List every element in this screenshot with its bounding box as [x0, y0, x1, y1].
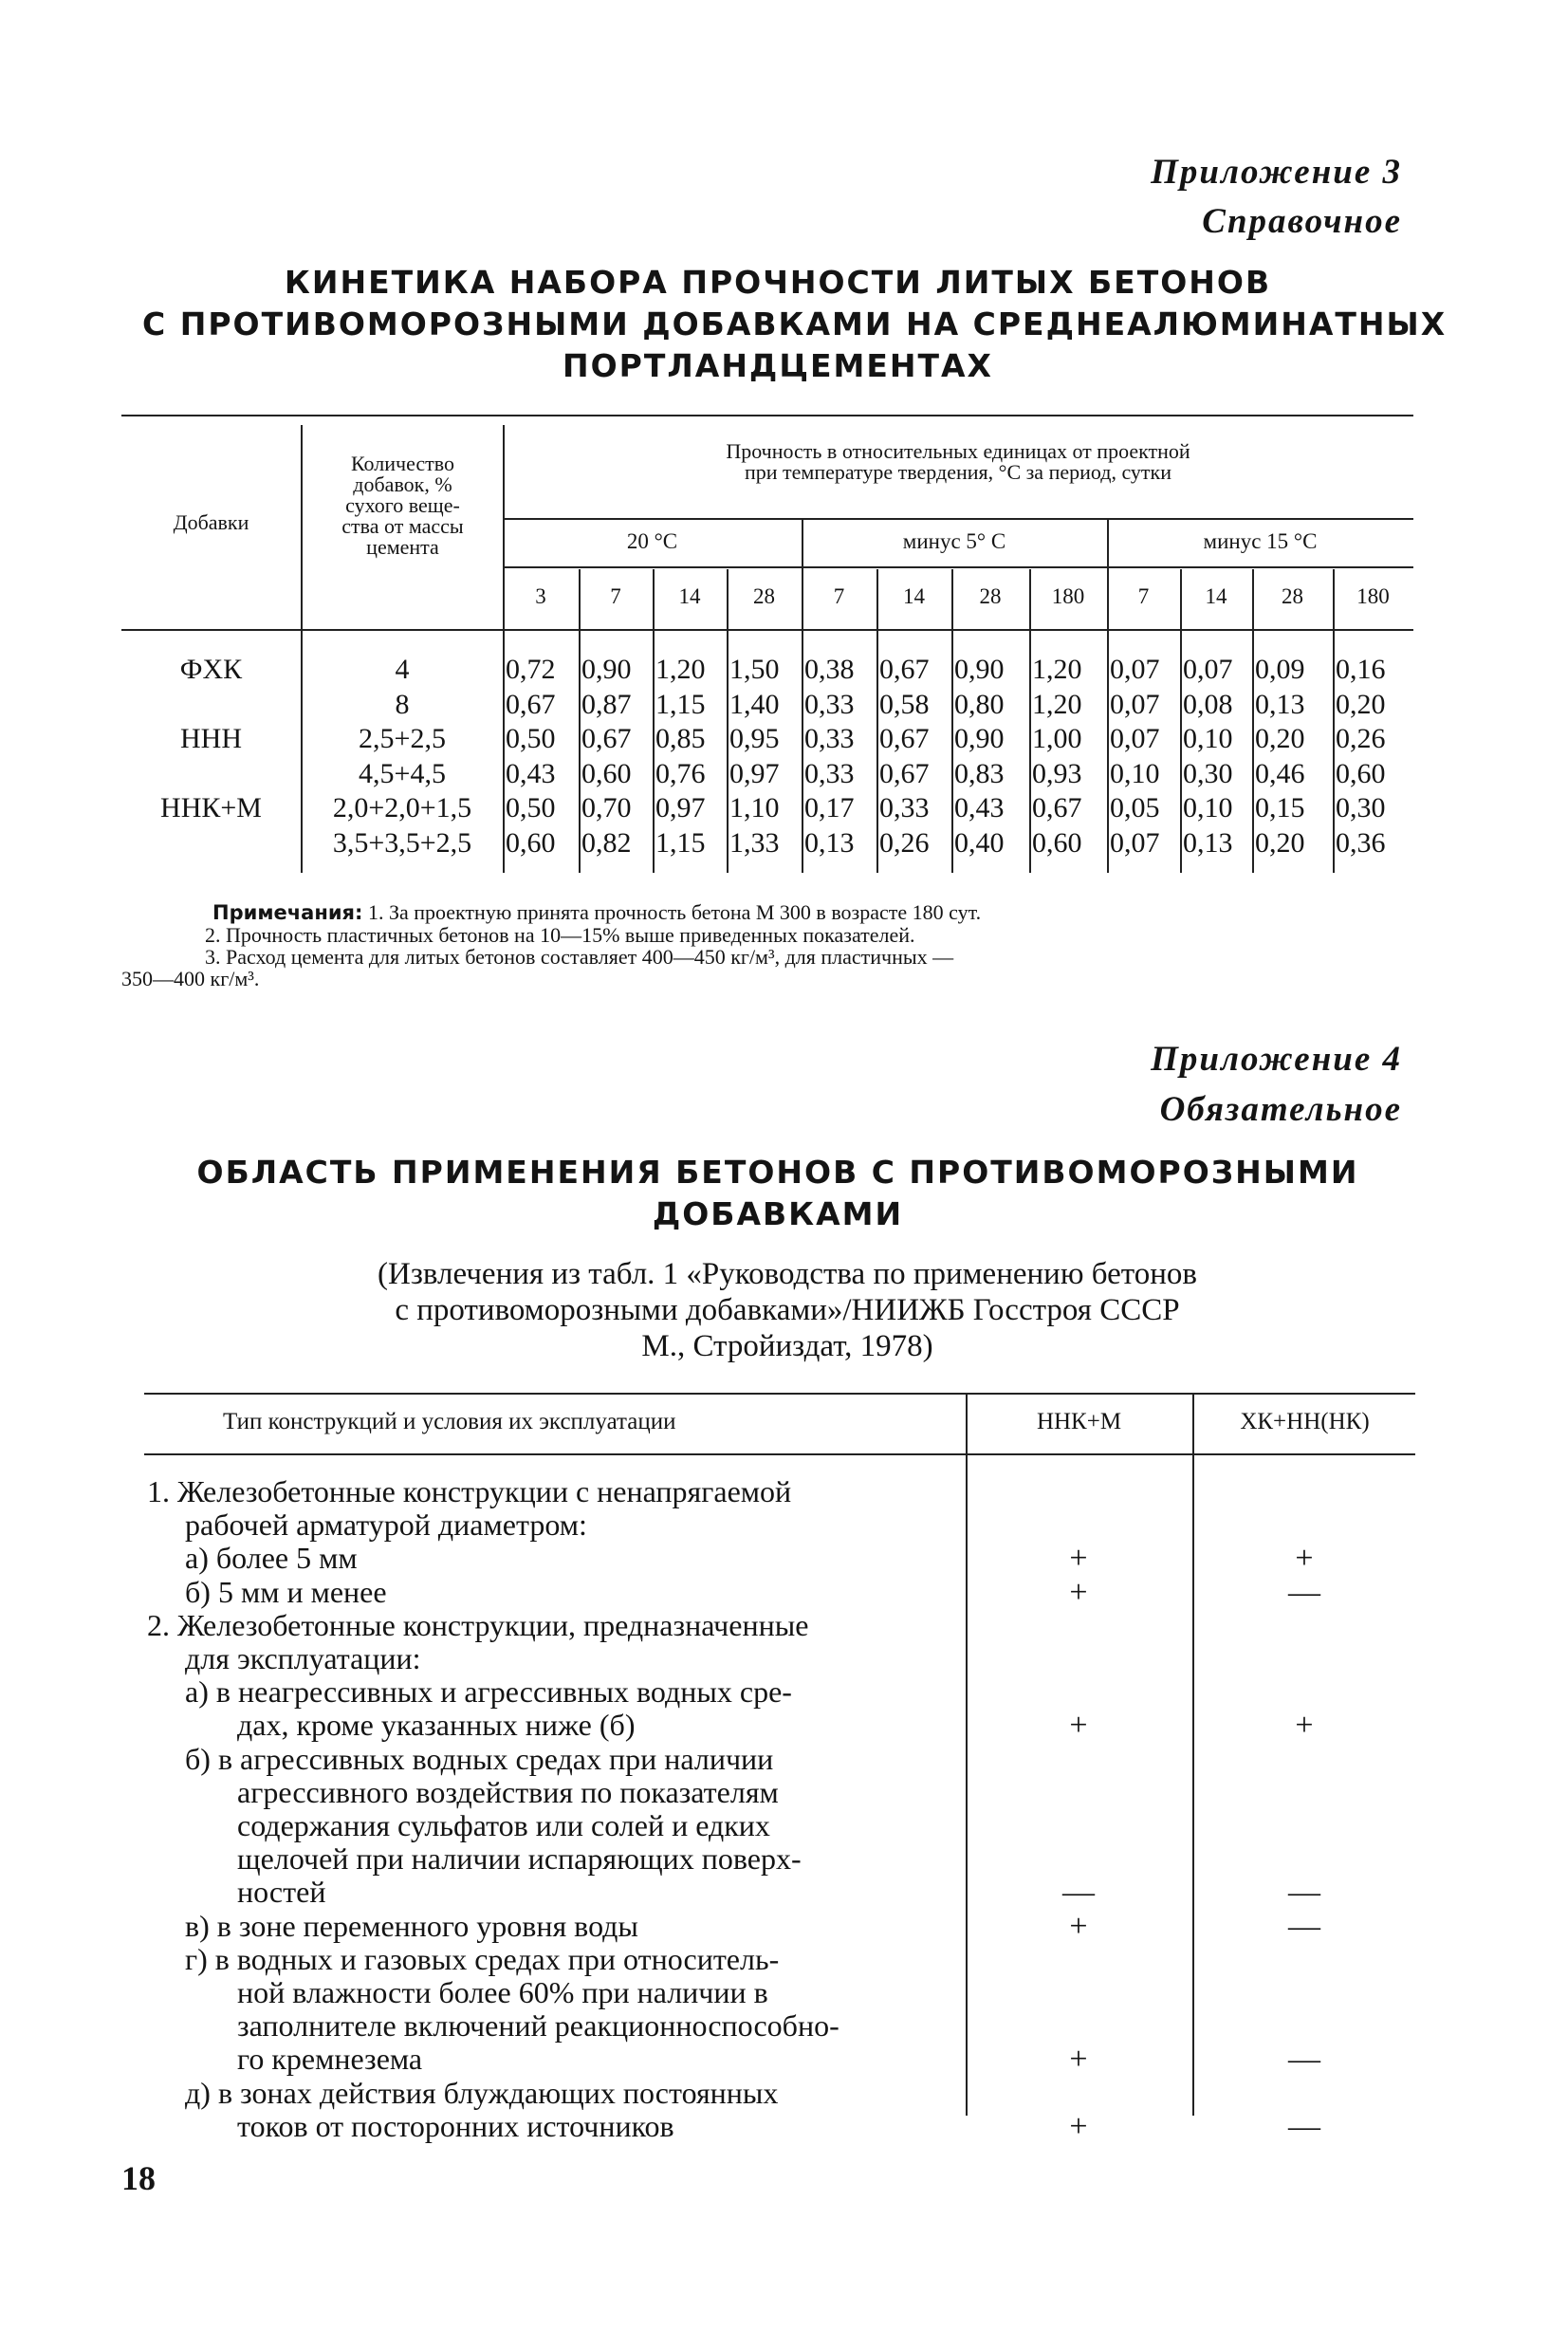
- value-cell: 0,33: [804, 688, 855, 720]
- column-header-hk-nn: ХК+НН(НК): [1240, 1409, 1370, 1434]
- value-cell: 0,09: [1255, 654, 1305, 685]
- description-line: токов от посторонних источников: [237, 2108, 674, 2143]
- table-divider: [503, 425, 505, 873]
- title-line: КИНЕТИКА НАБОРА ПРОЧНОСТИ ЛИТЫХ БЕТОНОВ: [284, 264, 1272, 301]
- column-header-amount: Количество добавок, % сухого веще- ства от массы цемента: [341, 452, 464, 559]
- value-cell: 0,67: [879, 757, 930, 789]
- day-header: 28: [1282, 584, 1303, 608]
- column-header-nnk-m: ННК+М: [1036, 1409, 1122, 1434]
- title-line: С ПРОТИВОМОРОЗНЫМИ ДОБАВКАМИ НА СРЕДНЕАЛЮМИНАТНЫХ: [142, 305, 1448, 342]
- notes-heading: Примечания:: [212, 901, 363, 924]
- value-cell: 0,10: [1183, 792, 1233, 823]
- value-cell: 1,15: [655, 826, 706, 859]
- hk-nn-mark: —: [1288, 1574, 1320, 1610]
- value-cell: 0,50: [506, 723, 556, 754]
- temp-header: минус 5° С: [902, 529, 1006, 553]
- value-cell: 0,67: [506, 688, 556, 720]
- value-cell: 0,26: [879, 826, 930, 859]
- value-cell: 0,07: [1110, 723, 1160, 754]
- value-cell: 0,90: [954, 654, 1005, 685]
- title-line: ОБЛАСТЬ ПРИМЕНЕНИЯ БЕТОНОВ С ПРОТИВОМОРОЗНЫМИ: [196, 1154, 1359, 1191]
- value-cell: 0,13: [1255, 688, 1305, 720]
- description-line: агрессивного воздействия по показателям: [237, 1774, 779, 1809]
- description-line: содержания сульфатов или солей и едких: [237, 1808, 770, 1842]
- value-cell: 0,05: [1110, 792, 1160, 823]
- column-header-strength: Прочность в относительных единицах от проектной при температуре твердения, °С за период, сутки: [726, 439, 1190, 484]
- column-header-additive: Добавки: [173, 510, 249, 534]
- value-cell: 0,07: [1183, 654, 1233, 685]
- value-cell: 0,95: [729, 723, 780, 754]
- amount-cell: 3,5+3,5+2,5: [332, 826, 472, 859]
- description-line: г) в водных и газовых средах при относитель-: [185, 1941, 780, 1976]
- value-cell: 1,33: [729, 826, 780, 859]
- table-notes: [121, 901, 1411, 990]
- description-line: 1. Железобетонные конструкции с ненапрягаемой: [147, 1474, 792, 1508]
- value-cell: 1,20: [1032, 688, 1082, 720]
- table-divider: [1333, 569, 1335, 873]
- additive-cell: [121, 688, 301, 722]
- nnk-m-mark: +: [1069, 2042, 1088, 2078]
- description-line: а) более 5 мм: [185, 1541, 358, 1576]
- value-cell: 0,36: [1336, 826, 1386, 859]
- table-rule: [503, 566, 1413, 568]
- value-cell: 0,67: [1032, 792, 1082, 823]
- nnk-m-mark: —: [1062, 1875, 1095, 1911]
- value-cell: 0,16: [1336, 654, 1386, 685]
- table-divider: [802, 520, 803, 873]
- value-cell: 0,80: [954, 688, 1005, 720]
- description-line: го кремнезема: [237, 2042, 423, 2077]
- value-cell: 0,07: [1110, 688, 1160, 720]
- day-header: 180: [1051, 584, 1085, 608]
- additive-cell: [121, 826, 301, 860]
- value-cell: 0,67: [879, 723, 930, 754]
- value-cell: 0,33: [804, 723, 855, 754]
- table-divider: [1252, 569, 1254, 873]
- value-cell: 0,87: [581, 688, 632, 720]
- value-cell: 0,83: [954, 757, 1005, 789]
- appendix-3-title: [142, 262, 1448, 387]
- day-header: 28: [979, 584, 1002, 608]
- column-header-type: Тип конструкций и условия их эксплуатации: [223, 1409, 676, 1434]
- amount-cell: 4: [395, 654, 410, 685]
- hk-nn-mark: —: [1288, 1875, 1320, 1911]
- table-divider: [1107, 520, 1109, 873]
- table-rule: [121, 415, 1413, 416]
- table-rule: [503, 518, 1413, 520]
- nnk-m-mark: +: [1069, 1574, 1088, 1610]
- description-line: в) в зоне переменного уровня воды: [185, 1908, 638, 1943]
- table-divider: [727, 569, 729, 873]
- day-header: 14: [1205, 584, 1227, 608]
- value-cell: 1,40: [729, 688, 780, 720]
- description-line: для эксплуатации:: [185, 1641, 421, 1675]
- amount-cell: 8: [395, 688, 410, 720]
- note-line: 1. За проектную принята прочность бетона М 300 в возрасте 180 сут.: [367, 900, 982, 924]
- value-cell: 0,50: [506, 792, 556, 823]
- value-cell: 0,20: [1336, 688, 1386, 720]
- temp-header: минус 15 °С: [1203, 529, 1318, 553]
- day-header: 180: [1356, 584, 1390, 608]
- nnk-m-mark: +: [1069, 2108, 1088, 2144]
- value-cell: 0,60: [1032, 826, 1082, 859]
- nnk-m-mark: +: [1069, 1541, 1088, 1577]
- additive-cell: [121, 757, 301, 791]
- amount-cell: 4,5+4,5: [359, 757, 446, 789]
- value-cell: 0,90: [954, 723, 1005, 754]
- description-line: рабочей арматурой диаметром:: [185, 1507, 587, 1543]
- value-cell: 0,43: [954, 792, 1005, 823]
- value-cell: 0,60: [1336, 757, 1386, 789]
- value-cell: 0,38: [804, 654, 855, 685]
- hk-nn-mark: —: [1288, 2108, 1320, 2144]
- value-cell: 1,00: [1032, 723, 1082, 754]
- appendix-4-label: Приложение 4: [1151, 1040, 1402, 1079]
- temp-header: 20 °С: [626, 529, 678, 553]
- value-cell: 0,60: [581, 757, 632, 789]
- value-cell: 0,93: [1032, 757, 1082, 789]
- value-cell: 0,20: [1255, 723, 1305, 754]
- value-cell: 0,15: [1255, 792, 1305, 823]
- value-cell: 0,43: [506, 757, 556, 789]
- additive-cell: ННК+М: [160, 792, 262, 823]
- day-header: 7: [1137, 584, 1150, 608]
- description-line: дах, кроме указанных ниже (б): [237, 1708, 636, 1743]
- description-line: б) в агрессивных водных средах при наличии: [185, 1741, 774, 1776]
- page-number: 18: [121, 2159, 156, 2197]
- value-cell: 0,70: [581, 792, 632, 823]
- table-rule: [144, 1453, 1415, 1455]
- nnk-m-mark: +: [1069, 1908, 1088, 1944]
- value-cell: 0,10: [1183, 723, 1233, 754]
- value-cell: 0,76: [655, 757, 706, 789]
- value-cell: 0,30: [1183, 757, 1233, 789]
- day-header: 28: [753, 584, 775, 608]
- appendix-4-title: [142, 1152, 1413, 1235]
- value-cell: 0,67: [879, 654, 930, 685]
- description-line: ной влажности более 60% при наличии в: [237, 1975, 768, 2009]
- description-line: щелочей при наличии испаряющих поверх-: [237, 1841, 802, 1877]
- appendix-4-kind: Обязательное: [1159, 1090, 1402, 1129]
- value-cell: 0,30: [1336, 792, 1386, 823]
- day-header: 7: [610, 584, 621, 608]
- table-divider: [653, 569, 655, 873]
- value-cell: 0,82: [581, 826, 632, 859]
- value-cell: 0,46: [1255, 757, 1305, 789]
- value-cell: 0,07: [1110, 654, 1160, 685]
- table-divider: [951, 569, 953, 873]
- hk-nn-mark: +: [1295, 1708, 1314, 1744]
- title-line: ДОБАВКАМИ: [652, 1195, 904, 1232]
- value-cell: 0,97: [729, 757, 780, 789]
- value-cell: 0,67: [581, 723, 632, 754]
- source-reference: (Извлечения из табл. 1 «Руководства по применению бетонов с противоморозными добавками»/НИИЖБ Госстроя СССР М., Стройиздат, 1978): [378, 1257, 1197, 1363]
- value-cell: 0,72: [506, 654, 556, 685]
- table-divider: [1192, 1395, 1194, 2116]
- appendix-3-kind: Справочное: [1202, 202, 1402, 241]
- value-cell: 0,07: [1110, 826, 1160, 859]
- table-rule: [144, 1393, 1415, 1395]
- nnk-m-mark: +: [1069, 1708, 1088, 1744]
- value-cell: 0,08: [1183, 688, 1233, 720]
- value-cell: 1,15: [655, 688, 706, 720]
- description-line: д) в зонах действия блуждающих постоянных: [185, 2075, 779, 2110]
- value-cell: 0,13: [1183, 826, 1233, 859]
- value-cell: 0,33: [879, 792, 930, 823]
- value-cell: 1,50: [729, 654, 780, 685]
- value-cell: 0,20: [1255, 826, 1305, 859]
- description-line: ностей: [237, 1875, 326, 1910]
- description-line: заполнителе включений реакционноспособно-: [237, 2008, 839, 2044]
- note-line: 350—400 кг/м³.: [121, 967, 260, 990]
- value-cell: 0,60: [506, 826, 556, 859]
- description-line: а) в неагрессивных и агрессивных водных сре-: [185, 1674, 792, 1710]
- day-header: 7: [833, 584, 845, 608]
- value-cell: 0,10: [1110, 757, 1160, 789]
- hk-nn-mark: +: [1295, 1541, 1314, 1577]
- value-cell: 0,58: [879, 688, 930, 720]
- day-header: 14: [678, 584, 701, 608]
- table-divider: [1029, 569, 1031, 873]
- value-cell: 0,13: [804, 826, 855, 859]
- appendix-3-label: Приложение 3: [1151, 153, 1402, 192]
- value-cell: 0,85: [655, 723, 706, 754]
- value-cell: 1,10: [729, 792, 780, 823]
- additive-cell: ФХК: [179, 654, 243, 685]
- table-divider: [579, 569, 581, 873]
- title-line: ПОРТЛАНДЦЕМЕНТАХ: [563, 347, 993, 384]
- value-cell: 1,20: [1032, 654, 1082, 685]
- value-cell: 0,26: [1336, 723, 1386, 754]
- amount-cell: 2,5+2,5: [359, 723, 446, 754]
- value-cell: 1,20: [655, 654, 706, 685]
- note-line: 3. Расход цемента для литых бетонов составляет 400—450 кг/м³, для пластичных —: [205, 945, 954, 969]
- description-line: б) 5 мм и менее: [185, 1574, 387, 1609]
- amount-cell: 2,0+2,0+1,5: [332, 792, 472, 823]
- day-header: 3: [535, 584, 546, 608]
- table-divider: [876, 569, 878, 873]
- table-rule: [121, 629, 1413, 631]
- table-divider: [1180, 569, 1182, 873]
- hk-nn-mark: —: [1288, 1908, 1320, 1944]
- value-cell: 0,40: [954, 826, 1005, 859]
- additive-cell: ННН: [180, 723, 242, 754]
- value-cell: 0,33: [804, 757, 855, 789]
- value-cell: 0,97: [655, 792, 706, 823]
- hk-nn-mark: —: [1288, 2042, 1320, 2078]
- value-cell: 0,17: [804, 792, 855, 823]
- value-cell: 0,90: [581, 654, 632, 685]
- description-line: 2. Железобетонные конструкции, предназначенные: [147, 1607, 809, 1642]
- note-line: 2. Прочность пластичных бетонов на 10—15% выше приведенных показателей.: [205, 923, 915, 947]
- day-header: 14: [903, 584, 925, 608]
